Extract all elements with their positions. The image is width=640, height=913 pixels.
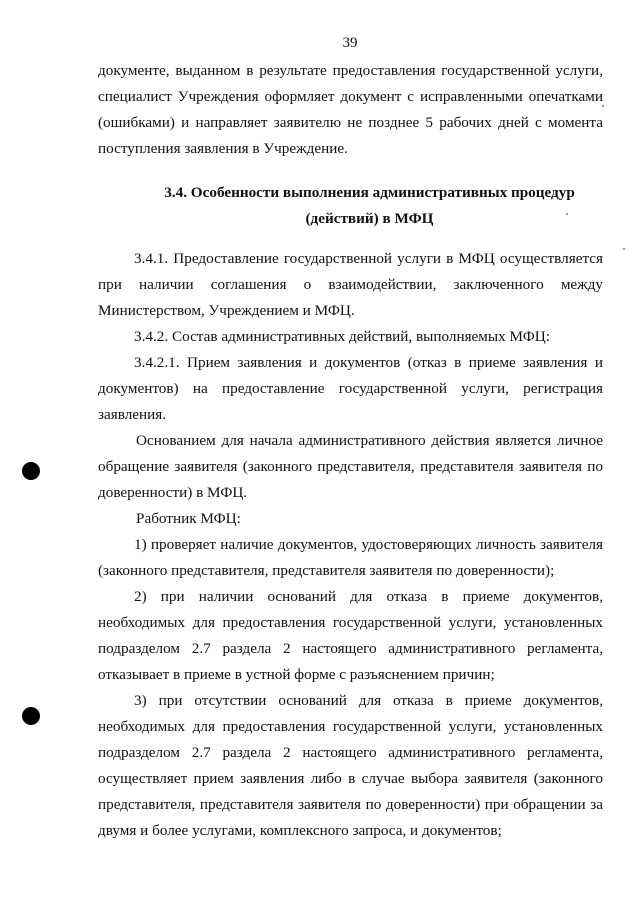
paragraph-continued: документе, выданном в результате предоставления государственной услуги, специалист Учреждения оформляет документ с исправленными опечатками (ошибками) и направляет заявителю не позднее 5 рабочих дней с момента поступления заявления в Учреждение. xyxy=(98,62,603,157)
list-item-3: 3) при отсутствии оснований для отказа в приеме документов, необходимых для предоставления государственной услуги, установленных подразделом 2.7 раздела 2 настоящего административного регламента, осуществляет прием заявления либо в случае выбора заявителя (законного представителя, представителя заявителя по доверенности) при обращении за двумя и более услугами, комплексного запроса, и документов; xyxy=(98,692,603,839)
paragraph-3-4-2: 3.4.2. Состав административных действий, выполняемых МФЦ: xyxy=(134,328,550,345)
page-body xyxy=(98,58,603,844)
punch-hole xyxy=(22,462,40,480)
list-item-2: 2) при наличии оснований для отказа в приеме документов, необходимых для предоставления государственной услуги, установленных подразделом 2.7 раздела 2 настоящего административного регламента, отказывает в приеме в устной форме с разъяснением причин; xyxy=(98,588,603,683)
scan-speck xyxy=(602,105,604,107)
paragraph-basis: Основанием для начала административного действия является личное обращение заявителя (законного представителя, представителя заявителя по доверенности) в МФЦ. xyxy=(98,432,603,501)
list-item-1: 1) проверяет наличие документов, удостоверяющих личность заявителя (законного представителя, представителя заявителя по доверенности); xyxy=(98,536,603,579)
section-heading-line1: 3.4. Особенности выполнения административных процедур xyxy=(164,184,575,201)
section-heading xyxy=(98,180,603,232)
punch-hole xyxy=(22,707,40,725)
paragraph-worker: Работник МФЦ: xyxy=(136,510,241,527)
page-number: 39 xyxy=(342,35,358,51)
paragraph-3-4-2-1: 3.4.2.1. Прием заявления и документов (отказ в приеме заявления и документов) на предоставление государственной услуги, регистрация заявления. xyxy=(98,354,603,423)
scan-speck xyxy=(566,213,568,215)
scan-speck xyxy=(623,248,625,250)
section-heading-line2: (действий) в МФЦ xyxy=(305,210,434,227)
paragraph-3-4-1: 3.4.1. Предоставление государственной услуги в МФЦ осуществляется при наличии соглашения о взаимодействии, заключенного между Министерством, Учреждением и МФЦ. xyxy=(98,250,603,319)
